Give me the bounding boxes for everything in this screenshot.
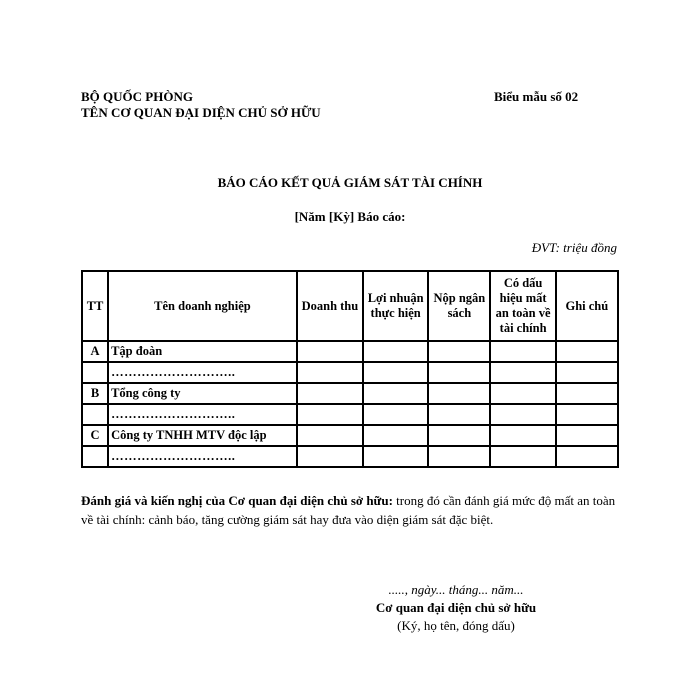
cell [490,446,555,467]
row-name: ……………………….. [108,362,297,383]
cell [556,341,618,362]
cell [556,362,618,383]
cell [556,404,618,425]
cell [363,404,428,425]
signature-instruction: (Ký, họ tên, đóng dấu) [397,618,515,633]
signature-date: ....., ngày... tháng... năm... [388,582,524,597]
signature-org: Cơ quan đại diện chủ sở hữu [375,600,537,615]
report-period: [Năm [Kỳ] Báo cáo: [294,209,406,224]
cell [556,446,618,467]
assessment-label: Đánh giá và kiến nghị của Cơ quan đại diện chủ sở hữu: [81,493,393,508]
cell [297,341,363,362]
cell [428,341,490,362]
row-tt [82,446,108,467]
row-tt: C [82,425,108,446]
form-number: Biểu mẫu số 02 [494,89,579,104]
table-row [82,383,618,404]
cell [490,341,555,362]
assessment-text: trong đó cần đánh giá mức độ mất an toàn về tài chính: cảnh báo, tăng cường giám sát hay đưa vào diện giám sát đặc biệt. [81,493,616,527]
cell [428,404,490,425]
col-header-note: Ghi chú [556,271,618,341]
cell [363,446,428,467]
cell [490,425,555,446]
report-table [81,270,619,468]
cell [428,383,490,404]
cell [363,362,428,383]
signature-block [340,581,572,635]
cell [297,362,363,383]
row-name: Tổng công ty [108,383,297,404]
row-name: Tập đoàn [108,341,297,362]
col-header-tt: TT [82,271,108,341]
row-tt [82,404,108,425]
cell [297,446,363,467]
col-header-revenue: Doanh thu [297,271,363,341]
cell [490,362,555,383]
table-row [82,341,618,362]
cell [363,383,428,404]
table-row [82,446,618,467]
cell [490,404,555,425]
table-row [82,404,618,425]
header-left [81,89,321,121]
row-name: ……………………….. [108,446,297,467]
report-title: BÁO CÁO KẾT QUẢ GIÁM SÁT TÀI CHÍNH [217,175,483,190]
cell [556,425,618,446]
assessment-paragraph [81,491,621,529]
table-row [82,362,618,383]
cell [363,341,428,362]
row-name: ……………………….. [108,404,297,425]
row-tt [82,362,108,383]
agency-name: TÊN CƠ QUAN ĐẠI DIỆN CHỦ SỞ HỮU [81,105,321,120]
table-header-row [82,271,618,341]
col-header-budget: Nộp ngân sách [428,271,490,341]
cell [297,383,363,404]
cell [363,425,428,446]
cell [428,362,490,383]
row-name: Công ty TNHH MTV độc lập [108,425,297,446]
cell [297,404,363,425]
cell [428,425,490,446]
cell [297,425,363,446]
col-header-name: Tên doanh nghiệp [108,271,297,341]
cell [428,446,490,467]
cell [556,383,618,404]
col-header-risk: Có dấu hiệu mất an toàn về tài chính [490,271,555,341]
cell [490,383,555,404]
row-tt: A [82,341,108,362]
row-tt: B [82,383,108,404]
unit-label: ĐVT: triệu đồng [531,240,617,255]
col-header-profit: Lợi nhuận thực hiện [363,271,428,341]
table-row [82,425,618,446]
ministry-name: BỘ QUỐC PHÒNG [81,89,193,104]
